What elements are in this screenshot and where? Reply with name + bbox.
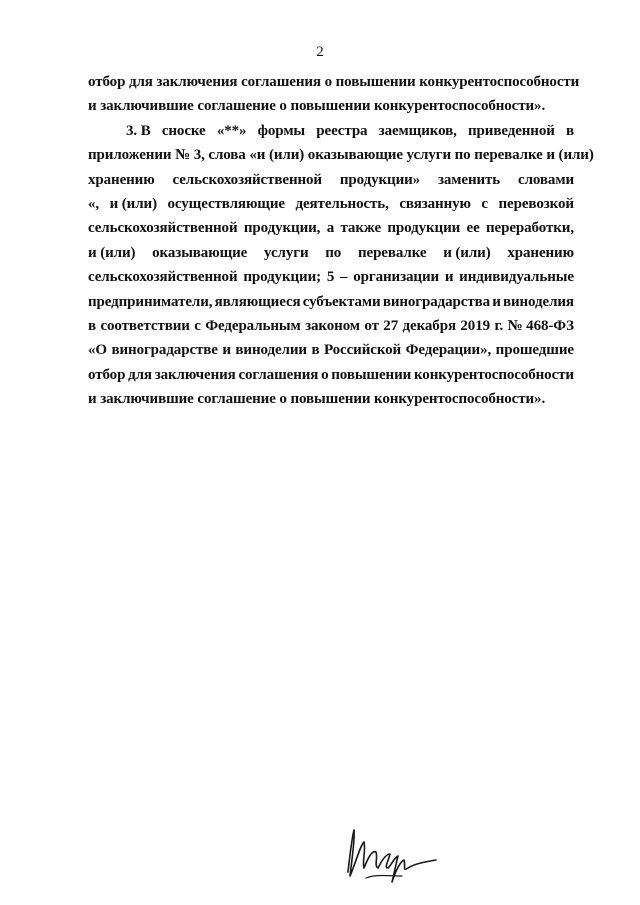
word: оказывающие bbox=[152, 244, 248, 261]
word: продукции; bbox=[243, 269, 322, 286]
word: с bbox=[194, 318, 201, 335]
word: словами bbox=[518, 171, 574, 188]
word: «О bbox=[88, 342, 107, 359]
word: в bbox=[311, 342, 320, 359]
word: от bbox=[364, 318, 379, 335]
word: виноградарства bbox=[382, 293, 491, 310]
word: приложении № 3, слова «и (или) оказывающие услуги по перевалке и (или) bbox=[88, 147, 594, 164]
word: соответствии bbox=[100, 318, 190, 335]
word: осуществляющие bbox=[167, 196, 285, 213]
word: и bbox=[492, 293, 501, 310]
word: деятельность, bbox=[295, 196, 389, 213]
word: законом bbox=[305, 318, 360, 335]
word: хранению bbox=[507, 244, 574, 261]
word: в bbox=[88, 318, 97, 335]
word: 27 bbox=[383, 318, 399, 335]
page-number: 2 bbox=[316, 44, 324, 60]
continuation-line-1 bbox=[88, 70, 580, 94]
word: сноске bbox=[161, 122, 206, 139]
paragraph-3-line bbox=[88, 192, 574, 216]
handwritten-signature bbox=[336, 824, 440, 888]
word: виноделии bbox=[235, 342, 307, 359]
word: также bbox=[340, 220, 381, 237]
continuation-line-2: и заключившие соглашение о повышении конкурентоспособности». bbox=[88, 98, 546, 115]
word: декабря bbox=[402, 318, 456, 335]
word: Федерации», bbox=[405, 342, 492, 359]
document-body bbox=[88, 70, 594, 412]
word: и (или) bbox=[88, 244, 136, 261]
word: по bbox=[325, 244, 342, 261]
word: услуги bbox=[264, 244, 309, 261]
word: г. bbox=[494, 318, 504, 335]
paragraph-3-line bbox=[88, 290, 574, 314]
word: 3. В bbox=[126, 122, 151, 139]
word: Федеральным bbox=[205, 318, 301, 335]
paragraph-3-line bbox=[88, 143, 594, 167]
paragraph-3-line bbox=[88, 119, 574, 143]
word: Российской bbox=[323, 342, 402, 359]
word: сельскохозяйственной bbox=[88, 220, 238, 237]
word: хранению bbox=[88, 171, 155, 188]
word: реестра bbox=[316, 122, 368, 139]
paragraph-3-line bbox=[88, 241, 574, 265]
word: формы bbox=[257, 122, 306, 139]
paragraph-3-line bbox=[88, 338, 574, 362]
word: заменить bbox=[437, 171, 501, 188]
word: и (или) bbox=[443, 244, 491, 261]
word: с bbox=[481, 196, 488, 213]
word: организации bbox=[353, 269, 440, 286]
word: связанную bbox=[399, 196, 471, 213]
word: перевозкой bbox=[498, 196, 574, 213]
word: конкурентоспособности bbox=[413, 366, 574, 383]
word: ее bbox=[466, 220, 480, 237]
word: для bbox=[128, 366, 152, 383]
word: и bbox=[444, 269, 454, 286]
word: 5 bbox=[326, 269, 335, 286]
word: и (или) bbox=[109, 196, 157, 213]
paragraph-3-line bbox=[88, 265, 574, 289]
word: являющиеся bbox=[214, 293, 301, 310]
paragraph-3-line bbox=[88, 314, 574, 338]
word: индивидуальные bbox=[459, 269, 574, 286]
word: продукции bbox=[387, 220, 461, 237]
word: соглашения bbox=[238, 366, 319, 383]
paragraph-3-last-line: и заключившие соглашение о повышении конкурентоспособности». bbox=[88, 391, 546, 408]
word: заемщиков, bbox=[378, 122, 457, 139]
word: 2019 bbox=[460, 318, 491, 335]
word: «, bbox=[88, 196, 100, 213]
word: и bbox=[222, 342, 231, 359]
word: повышении bbox=[331, 366, 412, 383]
word: – bbox=[340, 269, 348, 286]
word: прошедшие bbox=[495, 342, 574, 359]
paragraph-3-line bbox=[88, 168, 574, 192]
word: «**» bbox=[216, 122, 247, 139]
word: сельскохозяйственной bbox=[88, 269, 238, 286]
word: а bbox=[326, 220, 335, 237]
word: продукции» bbox=[339, 171, 421, 188]
text-line: отбор для заключения соглашения о повышении конкурентоспособности bbox=[88, 74, 580, 90]
word: в bbox=[565, 122, 574, 139]
paragraph-3-line bbox=[88, 363, 574, 387]
paragraph-3-line bbox=[88, 216, 574, 240]
word: предприниматели, bbox=[88, 293, 213, 310]
word: виноградарстве bbox=[111, 342, 218, 359]
word: переработки, bbox=[486, 220, 574, 237]
word: о bbox=[321, 366, 329, 383]
word: заключения bbox=[154, 366, 236, 383]
word: приведенной bbox=[468, 122, 555, 139]
word: продукции, bbox=[243, 220, 321, 237]
word: субъектами bbox=[302, 293, 381, 310]
paragraph-3 bbox=[88, 119, 594, 387]
word: отбор bbox=[88, 366, 126, 383]
word: № 468-ФЗ bbox=[507, 318, 574, 335]
word: виноделия bbox=[502, 293, 574, 310]
word: перевалке bbox=[357, 244, 427, 261]
word: сельскохозяйственной bbox=[172, 171, 322, 188]
